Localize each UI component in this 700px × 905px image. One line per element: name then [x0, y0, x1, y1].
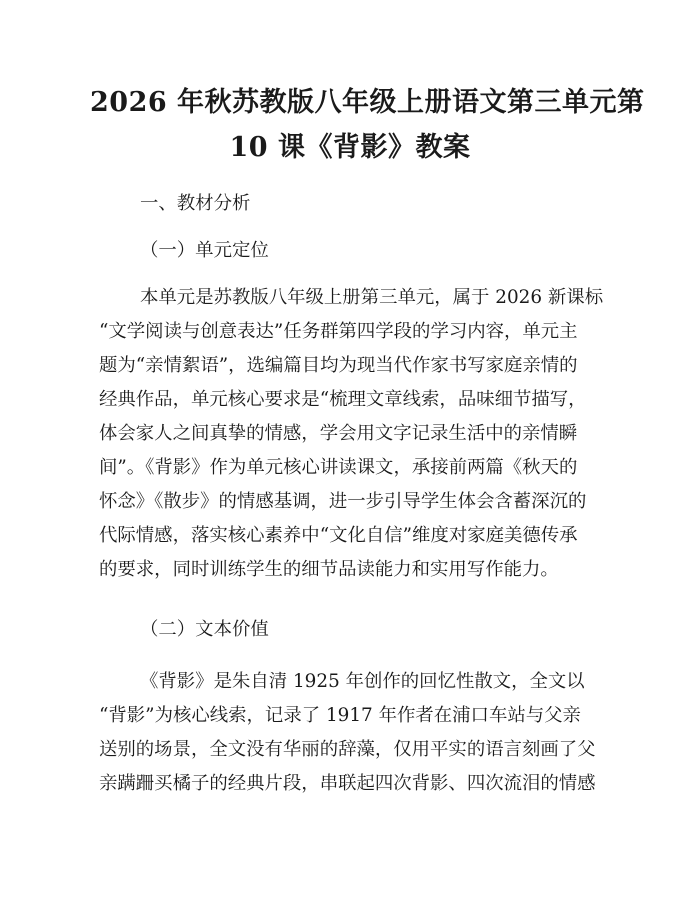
paragraph-line: 经典作品，单元核心要求是“梳理文章线索，品味细节描写，	[99, 389, 587, 410]
paragraph-line: 的要求，同时训练学生的细节品读能力和实用写作能力。	[99, 559, 559, 580]
document-title-line-2: 10 课《背影》教案	[229, 132, 471, 163]
subsection-heading-unit-position: （一）单元定位	[140, 240, 269, 261]
subsection-heading-text-value: （二）文本价值	[140, 619, 269, 640]
paragraph-line: 题为“亲情絮语”，选编篇目均为现当代作家书写家庭亲情的	[99, 355, 578, 376]
paragraph-line: “文学阅读与创意表达”任务群第四学段的学习内容，单元主	[99, 321, 578, 342]
paragraph-line: 《背影》是朱自清 1925 年创作的回忆性散文，全文以	[140, 671, 585, 692]
section-heading-textbook-analysis: 一、教材分析	[140, 193, 251, 214]
paragraph-line: 代际情感，落实核心素养中“文化自信”维度对家庭美德传承	[99, 525, 578, 546]
paragraph-line: 本单元是苏教版八年级上册第三单元，属于 2026 新课标	[140, 287, 604, 308]
paragraph-line: 送别的场景，全文没有华丽的辞藻，仅用平实的语言刻画了父	[99, 739, 596, 760]
document-title-line-1: 2026 年秋苏教版八年级上册语文第三单元第	[90, 87, 645, 118]
paragraph-line: 体会家人之间真挚的情感，学会用文字记录生活中的亲情瞬	[99, 423, 578, 444]
paragraph-line: “背影”为核心线索，记录了 1917 年作者在浦口车站与父亲	[99, 705, 581, 726]
paragraph-line: 亲蹒跚买橘子的经典片段，串联起四次背影、四次流泪的情感	[99, 773, 596, 794]
paragraph-line: 怀念》《散步》的情感基调，进一步引导学生体会含蓄深沉的	[99, 491, 587, 512]
paragraph-line: 间”。《背影》作为单元核心讲读课文，承接前两篇《秋天的	[99, 457, 578, 478]
